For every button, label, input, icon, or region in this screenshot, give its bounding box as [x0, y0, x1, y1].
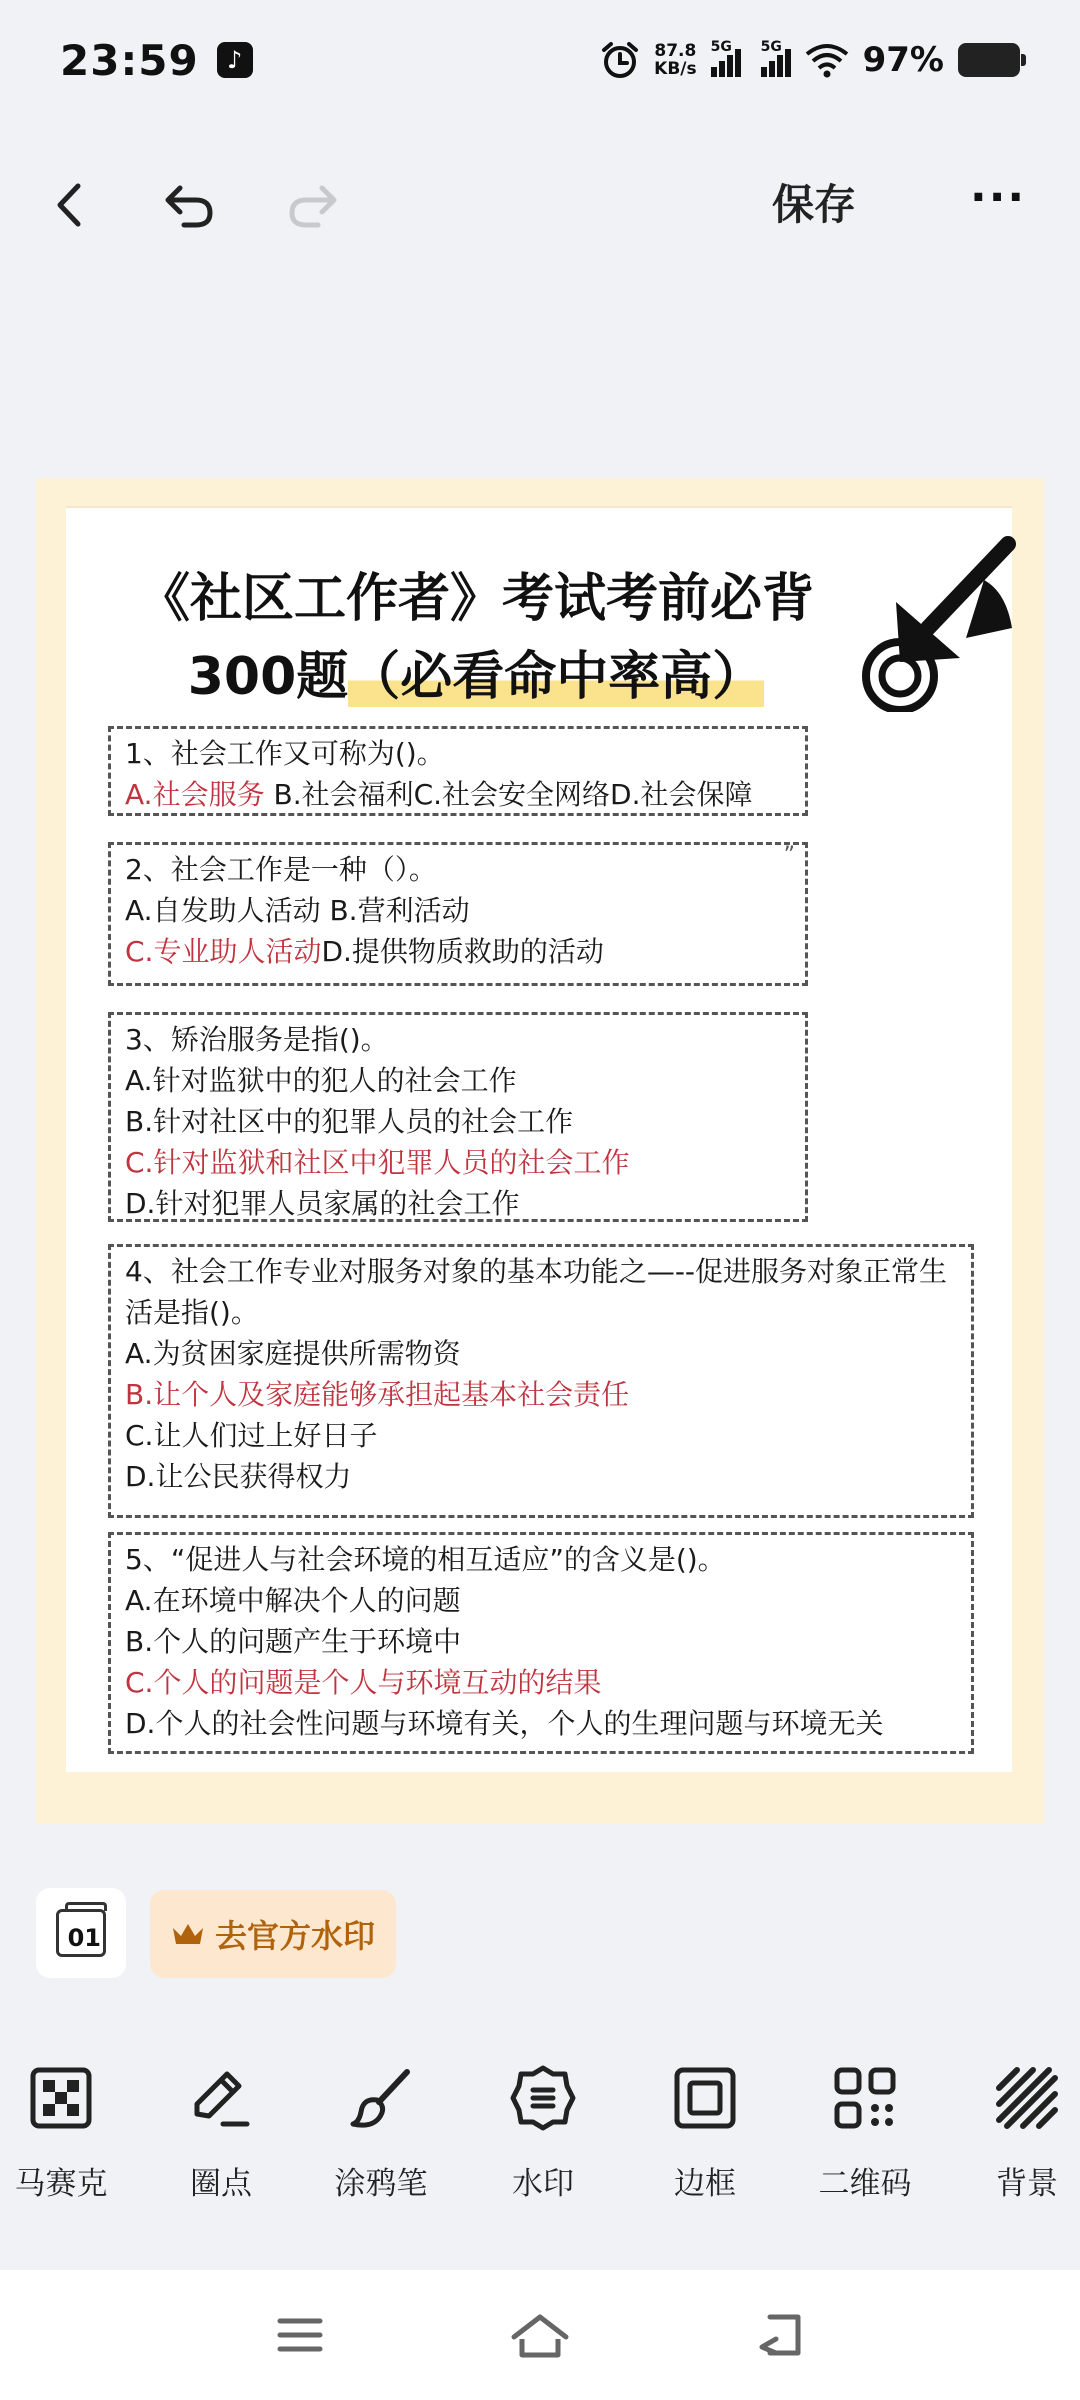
frame-icon — [667, 2060, 743, 2136]
alarm-icon — [600, 40, 640, 80]
signal-icon: 5G — [711, 43, 741, 77]
qrcode-icon — [827, 2060, 903, 2136]
question-card-5: 5、“促进人与社会环境的相互适应”的含义是()。 A.在环境中解决个人的问题 B.个人的问题产生于环境中 C.个人的问题是个人与环境互动的结果 D.个人的社会性问题与环境有关，个人的生理问题与环境无关 — [108, 1532, 974, 1754]
tool-watermark[interactable]: 水印 — [468, 2040, 618, 2210]
clock: 23:59 — [60, 35, 199, 85]
redo-icon[interactable] — [282, 175, 342, 235]
pointing-arrow-icon — [856, 532, 1016, 712]
edit-canvas[interactable] — [36, 478, 1044, 1824]
background-icon — [989, 2060, 1065, 2136]
back-nav-icon[interactable] — [745, 2300, 815, 2370]
status-icons — [600, 40, 1020, 80]
tool-frame[interactable]: 边框 — [630, 2040, 780, 2210]
more-options-button[interactable]: ··· — [970, 172, 1027, 223]
question-card-4: 4、社会工作专业对服务对象的基本功能之—--促进服务对象正常生 活是指()。 A.为贫困家庭提供所需物资 B.让个人及家庭能够承担起基本社会责任 C.让人们过上好日子 D.让公民获得权力 — [108, 1244, 974, 1518]
editor-toolbar — [0, 150, 1080, 260]
status-bar — [0, 0, 1080, 120]
pen-mark-icon — [183, 2060, 259, 2136]
question-card-3: 3、矫治服务是指()。 A.针对监狱中的犯人的社会工作 B.针对社区中的犯罪人员的社会工作 C.针对监狱和社区中犯罪人员的社会工作 D.针对犯罪人员家属的社会工作 — [108, 1012, 808, 1222]
home-icon[interactable] — [505, 2300, 575, 2370]
tool-qrcode[interactable]: 二维码 — [790, 2040, 940, 2210]
tool-background[interactable]: 背景 — [952, 2040, 1080, 2210]
page-icon: 01 — [56, 1909, 106, 1957]
tiktok-icon: ♪ — [217, 42, 253, 78]
tool-mosaic[interactable]: 马赛克 — [0, 2040, 136, 2210]
document-page — [66, 506, 1012, 1772]
tool-doodle[interactable]: 涂鸦笔 — [306, 2040, 456, 2210]
crown-icon — [171, 1920, 205, 1948]
back-icon[interactable] — [40, 175, 100, 235]
remove-watermark-button[interactable]: 去官方水印 — [150, 1890, 396, 1978]
page-selector[interactable] — [36, 1888, 126, 1978]
tool-bar — [0, 2040, 1080, 2210]
battery-percent: 97% — [862, 40, 944, 80]
battery-icon — [958, 43, 1020, 77]
undo-icon[interactable] — [160, 175, 220, 235]
question-card-2: ” 2、社会工作是一种（）。 A.自发助人活动 B.营利活动 C.专业助人活动D.提供物质救助的活动 — [108, 842, 808, 986]
signal-icon: 5G — [761, 43, 791, 77]
question-card-1: 1、社会工作又可称为()。 A.社会服务 B.社会福利C.社会安全网络D.社会保障 — [108, 726, 808, 816]
mosaic-icon — [23, 2060, 99, 2136]
document-title: 《社区工作者》考试考前必背 300题（必看命中率高） — [137, 569, 814, 707]
network-speed: 87.8 KB/s — [654, 41, 697, 79]
save-button[interactable]: 保存 — [772, 180, 857, 229]
menu-icon[interactable] — [265, 2300, 335, 2370]
watermark-icon — [505, 2060, 581, 2136]
brush-icon — [343, 2060, 419, 2136]
system-navigation-bar — [0, 2270, 1080, 2400]
wifi-icon — [805, 42, 849, 78]
tool-mark[interactable]: 圈点 — [146, 2040, 296, 2210]
